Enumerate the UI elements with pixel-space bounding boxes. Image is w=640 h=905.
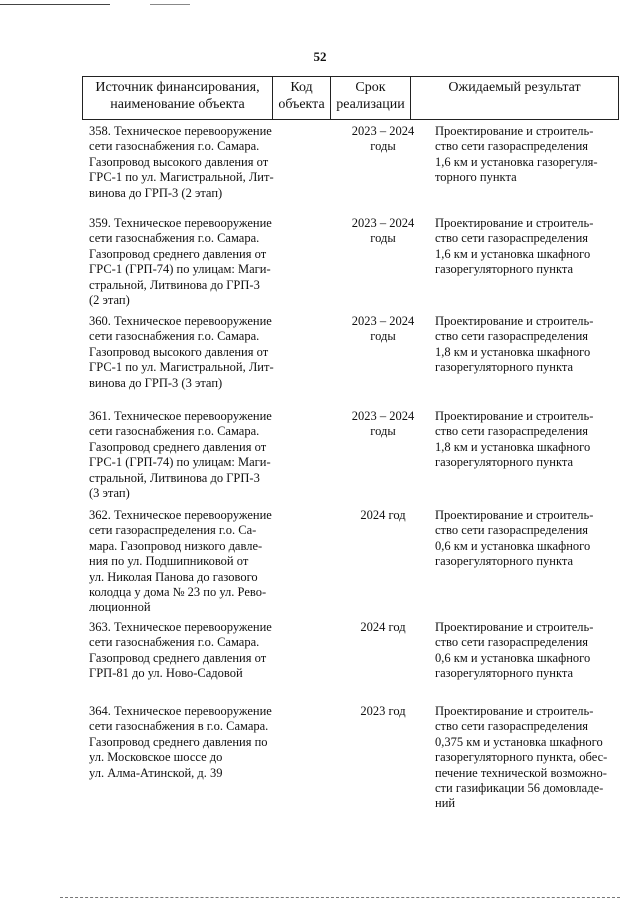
- implementation-term: 2024 год: [360, 508, 406, 522]
- header-result-text: Ожидаемый результат: [448, 80, 581, 95]
- object-name: 360. Техническое перевооружение сети газоснабжения г.о. Самара. Газопровод высокого давления от ГРС-1 по ул. Магистральной, Лит- винова до ГРП-3 (3 этап): [89, 314, 274, 390]
- object-name: 364. Техническое перевооружение сети газоснабжения в г.о. Самара. Газопровод среднего давления по ул. Московское шоссе до ул. Алма-Атинской, д. 39: [89, 704, 272, 780]
- header-code-text: Код объекта: [278, 80, 325, 112]
- expected-result: Проектирование и строитель- ство сети газораспределения 1,6 км и установка газорегуля- торного пункта: [435, 124, 598, 185]
- header-term: [331, 77, 411, 120]
- implementation-term: 2023 – 2024 годы: [351, 216, 415, 246]
- implementation-term: 2023 – 2024 годы: [351, 124, 415, 154]
- implementation-term: 2023 – 2024 годы: [351, 409, 415, 439]
- top-scan-rule-short: [150, 4, 190, 5]
- header-source-text: Источник финансирования, наименование объекта: [95, 80, 260, 112]
- expected-result: Проектирование и строитель- ство сети газораспределения 0,375 км и установка шкафного газорегуляторного пункта, обес- печение технической возможно- сти газификации 56 домовладе- ний: [435, 704, 608, 811]
- object-name: 361. Техническое перевооружение сети газоснабжения г.о. Самара. Газопровод среднего давления от ГРС-1 (ГРП-74) по улицам: Маги- стральной, Литвинова до ГРП-3 (3 этап): [89, 409, 272, 501]
- object-name: 358. Техническое перевооружение сети газоснабжения г.о. Самара. Газопровод высокого давления от ГРС-1 по ул. Магистральной, Лит- винова до ГРП-3 (2 этап): [89, 124, 274, 200]
- header-term-text: Срок реализации: [336, 80, 405, 112]
- object-name: 359. Техническое перевооружение сети газоснабжения г.о. Самара. Газопровод среднего давления от ГРС-1 (ГРП-74) по улицам: Маги- стральной, Литвинова до ГРП-3 (2 этап): [89, 216, 272, 308]
- page-number: 52: [313, 49, 327, 64]
- object-name: 363. Техническое перевооружение сети газоснабжения г.о. Самара. Газопровод среднего давления от ГРП-81 до ул. Ново-Садовой: [89, 620, 272, 681]
- table-header-wrap: [82, 76, 618, 120]
- table-header: [82, 76, 619, 120]
- bottom-scan-rule: [60, 897, 620, 898]
- expected-result: Проектирование и строитель- ство сети газораспределения 0,6 км и установка шкафного газорегуляторного пункта: [435, 508, 594, 569]
- expected-result: Проектирование и строитель- ство сети газораспределения 1,8 км и установка шкафного газорегуляторного пункта: [435, 409, 594, 470]
- expected-result: Проектирование и строитель- ство сети газораспределения 1,8 км и установка шкафного газорегуляторного пункта: [435, 314, 594, 375]
- header-code: [273, 77, 331, 120]
- object-name: 362. Техническое перевооружение сети газораспределения г.о. Са- мара. Газопровод низкого давле- ния по ул. Подшипниковой от ул. Николая Панова до газового колодца у дома № 23 по ул. Рево- люционной: [89, 508, 272, 615]
- expected-result: Проектирование и строитель- ство сети газораспределения 1,6 км и установка шкафного газорегуляторного пункта: [435, 216, 594, 277]
- implementation-term: 2023 год: [360, 704, 406, 718]
- header-result: [411, 77, 619, 120]
- top-scan-rule: [0, 4, 110, 5]
- header-source: [83, 77, 273, 120]
- implementation-term: 2023 – 2024 годы: [351, 314, 415, 344]
- implementation-term: 2024 год: [360, 620, 406, 634]
- expected-result: Проектирование и строитель- ство сети газораспределения 0,6 км и установка шкафного газорегуляторного пункта: [435, 620, 594, 681]
